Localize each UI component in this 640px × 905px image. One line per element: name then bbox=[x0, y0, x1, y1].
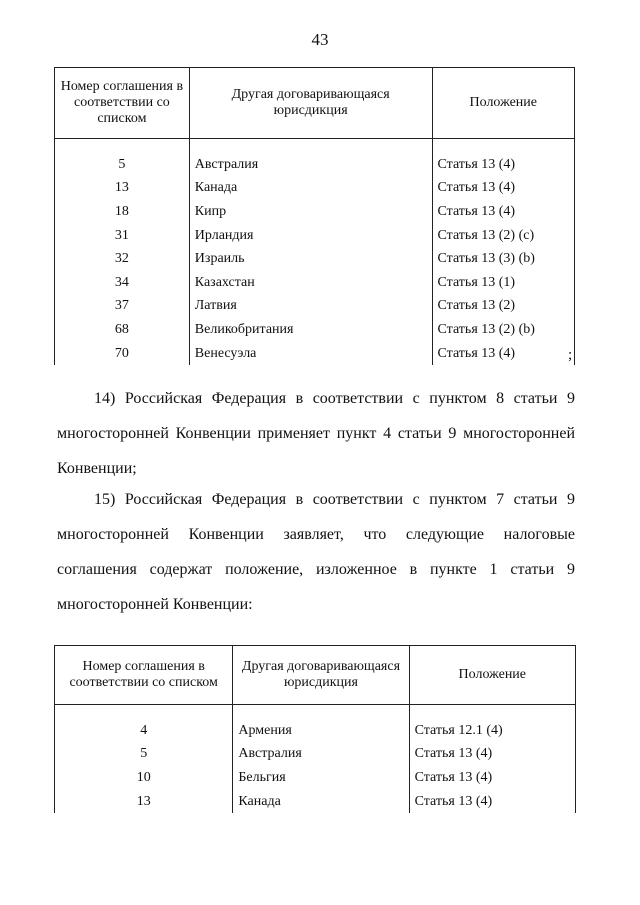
paragraph-14 bbox=[57, 381, 575, 486]
table-header-row bbox=[55, 646, 576, 705]
agreement-number: 18 bbox=[55, 200, 190, 224]
agreement-number: 13 bbox=[55, 790, 233, 814]
table-row bbox=[55, 295, 575, 319]
jurisdiction-name: Канада bbox=[189, 177, 432, 201]
agreement-number: 5 bbox=[55, 743, 233, 767]
page-number: 43 bbox=[311, 30, 329, 49]
jurisdiction-name: Канада bbox=[233, 790, 409, 814]
table-row bbox=[55, 318, 575, 342]
provision-ref: Статья 13 (2) (c) bbox=[432, 224, 574, 248]
paragraph-15 bbox=[57, 482, 575, 622]
table-row bbox=[55, 342, 575, 366]
provision-ref: Статья 13 (2) (b) bbox=[432, 318, 574, 342]
provision-ref: Статья 13 (4) bbox=[409, 766, 575, 790]
table-row bbox=[55, 719, 576, 743]
table-row bbox=[55, 200, 575, 224]
agreement-number: 34 bbox=[55, 271, 190, 295]
provision-ref: Статья 13 (3) (b) bbox=[432, 247, 574, 271]
header-provision: Положение bbox=[409, 646, 575, 705]
header-jurisdiction: Другая договаривающаяся юрисдикция bbox=[233, 646, 409, 705]
jurisdiction-name: Австралия bbox=[189, 153, 432, 177]
table-spacer-row bbox=[55, 139, 575, 154]
table-header-row bbox=[55, 68, 575, 139]
jurisdiction-name: Великобритания bbox=[189, 318, 432, 342]
agreement-number: 4 bbox=[55, 719, 233, 743]
provision-ref: Статья 13 (4) bbox=[432, 153, 574, 177]
jurisdiction-name: Латвия bbox=[189, 295, 432, 319]
table-row bbox=[55, 271, 575, 295]
provision-ref: Статья 13 (4) bbox=[409, 790, 575, 814]
provision-ref: Статья 13 (4) bbox=[432, 177, 574, 201]
table-row bbox=[55, 224, 575, 248]
header-provision: Положение bbox=[432, 68, 574, 139]
table-row bbox=[55, 177, 575, 201]
provision-ref: Статья 13 (1) bbox=[432, 271, 574, 295]
jurisdiction-name: Кипр bbox=[189, 200, 432, 224]
header-agreement-number: Номер соглашения в соответствии со списком bbox=[55, 68, 190, 139]
jurisdiction-name: Бельгия bbox=[233, 766, 409, 790]
agreement-number: 70 bbox=[55, 342, 190, 366]
paragraph-15-text: 15) Российская Федерация в соответствии с пунктом 7 статьи 9 многосторонней Конвенции заявляет, что следующие налоговые соглашения содержат положение, изложенное в пункте 1 статьи 9 многосторонней Конвенции: bbox=[57, 491, 575, 613]
jurisdiction-table-2 bbox=[54, 645, 576, 813]
jurisdiction-name: Австралия bbox=[233, 743, 409, 767]
table-spacer-row bbox=[55, 705, 576, 720]
jurisdiction-name: Венесуэла bbox=[189, 342, 432, 366]
table-row bbox=[55, 766, 576, 790]
provision-ref: Статья 13 (4) bbox=[432, 342, 574, 366]
agreement-number: 31 bbox=[55, 224, 190, 248]
jurisdiction-table-1 bbox=[54, 67, 575, 365]
provision-ref: Статья 13 (4) bbox=[432, 200, 574, 224]
agreement-number: 13 bbox=[55, 177, 190, 201]
jurisdiction-name: Казахстан bbox=[189, 271, 432, 295]
table-row bbox=[55, 153, 575, 177]
provision-ref: Статья 13 (4) bbox=[409, 743, 575, 767]
provision-ref: Статья 12.1 (4) bbox=[409, 719, 575, 743]
provision-ref: Статья 13 (2) bbox=[432, 295, 574, 319]
agreement-number: 68 bbox=[55, 318, 190, 342]
table-row bbox=[55, 743, 576, 767]
table-row bbox=[55, 790, 576, 814]
agreement-number: 37 bbox=[55, 295, 190, 319]
agreement-number: 10 bbox=[55, 766, 233, 790]
paragraph-14-text: 14) Российская Федерация в соответствии с пунктом 8 статьи 9 многосторонней Конвенции применяет пункт 4 статьи 9 многосторонней Конвенции; bbox=[57, 390, 575, 477]
agreement-number: 5 bbox=[55, 153, 190, 177]
table-row bbox=[55, 247, 575, 271]
jurisdiction-name: Израиль bbox=[189, 247, 432, 271]
jurisdiction-name: Армения bbox=[233, 719, 409, 743]
header-jurisdiction: Другая договаривающаяся юрисдикция bbox=[189, 68, 432, 139]
jurisdiction-name: Ирландия bbox=[189, 224, 432, 248]
agreement-number: 32 bbox=[55, 247, 190, 271]
header-agreement-number: Номер соглашения в соответствии со списком bbox=[55, 646, 233, 705]
table-trailing-semicolon: ; bbox=[568, 347, 573, 363]
